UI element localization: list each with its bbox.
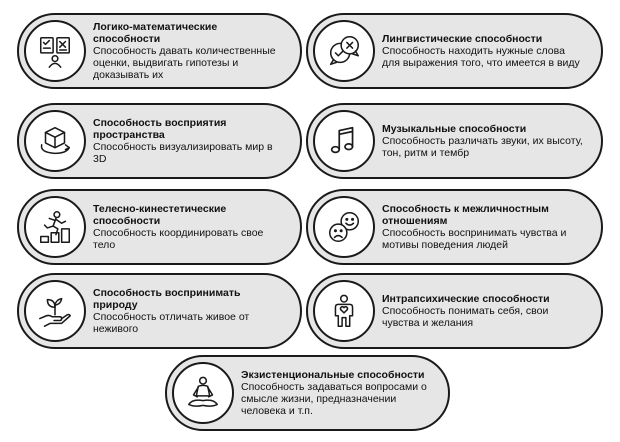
icon-circle [172, 362, 234, 424]
person-heart-icon [325, 292, 363, 330]
card-description: Способность отличать живое от неживого [93, 311, 250, 335]
card-description: Способность понимать себя, свои чувства и желания [382, 305, 549, 329]
meditation-icon [184, 374, 222, 412]
card-description: Способность воспринимать чувства и мотивы поведения людей [382, 227, 567, 251]
card-description: Способность давать количественные оценки, выдвигать гипотезы и доказывать их [93, 45, 276, 81]
card-title: Экзистенциональные способности [241, 369, 425, 381]
icon-circle [24, 196, 86, 258]
card-linguistic [306, 13, 603, 89]
icon-circle [24, 110, 86, 172]
card-title: Способность к межличностным отношениям [382, 203, 549, 227]
card-naturalist [17, 273, 302, 349]
card-title: Музыкальные способности [382, 123, 527, 135]
card-existential [165, 355, 450, 431]
card-spatial [17, 103, 302, 179]
card-bodily-kinesthetic [17, 189, 302, 265]
card-title: Способность восприятия пространства [93, 117, 227, 141]
icon-circle [24, 280, 86, 342]
card-title: Логико-математические способности [93, 21, 218, 45]
hand-sprout-icon [36, 292, 74, 330]
faces-icon [325, 208, 363, 246]
icon-circle [313, 196, 375, 258]
card-interpersonal [306, 189, 603, 265]
speech-bubbles-icon [325, 32, 363, 70]
card-description: Способность задаваться вопросами о смысле жизни, предназначении человека и т.п. [241, 381, 427, 417]
icon-circle [313, 20, 375, 82]
card-title: Телесно-кинестетические способности [93, 203, 227, 227]
card-logical-mathematical [17, 13, 302, 89]
card-title: Лингвистические способности [382, 33, 543, 45]
card-description: Способность различать звуки, их высоту, тон, ритм и тембр [382, 135, 583, 159]
running-figure-icon [36, 208, 74, 246]
icon-circle [313, 110, 375, 172]
music-note-icon [325, 122, 363, 160]
card-description: Способность визуализировать мир в 3D [93, 141, 273, 165]
card-description: Способность координировать свое тело [93, 227, 264, 251]
card-description: Способность находить нужные слова для выражения того, что имеется в виду [382, 45, 580, 69]
card-intrapersonal [306, 273, 603, 349]
card-title: Интрапсихические способности [382, 293, 550, 305]
icon-circle [24, 20, 86, 82]
icon-circle [313, 280, 375, 342]
card-title: Способность воспринимать природу [93, 287, 241, 311]
rotating-cube-icon [36, 122, 74, 160]
logic-documents-icon [36, 32, 74, 70]
card-musical [306, 103, 603, 179]
